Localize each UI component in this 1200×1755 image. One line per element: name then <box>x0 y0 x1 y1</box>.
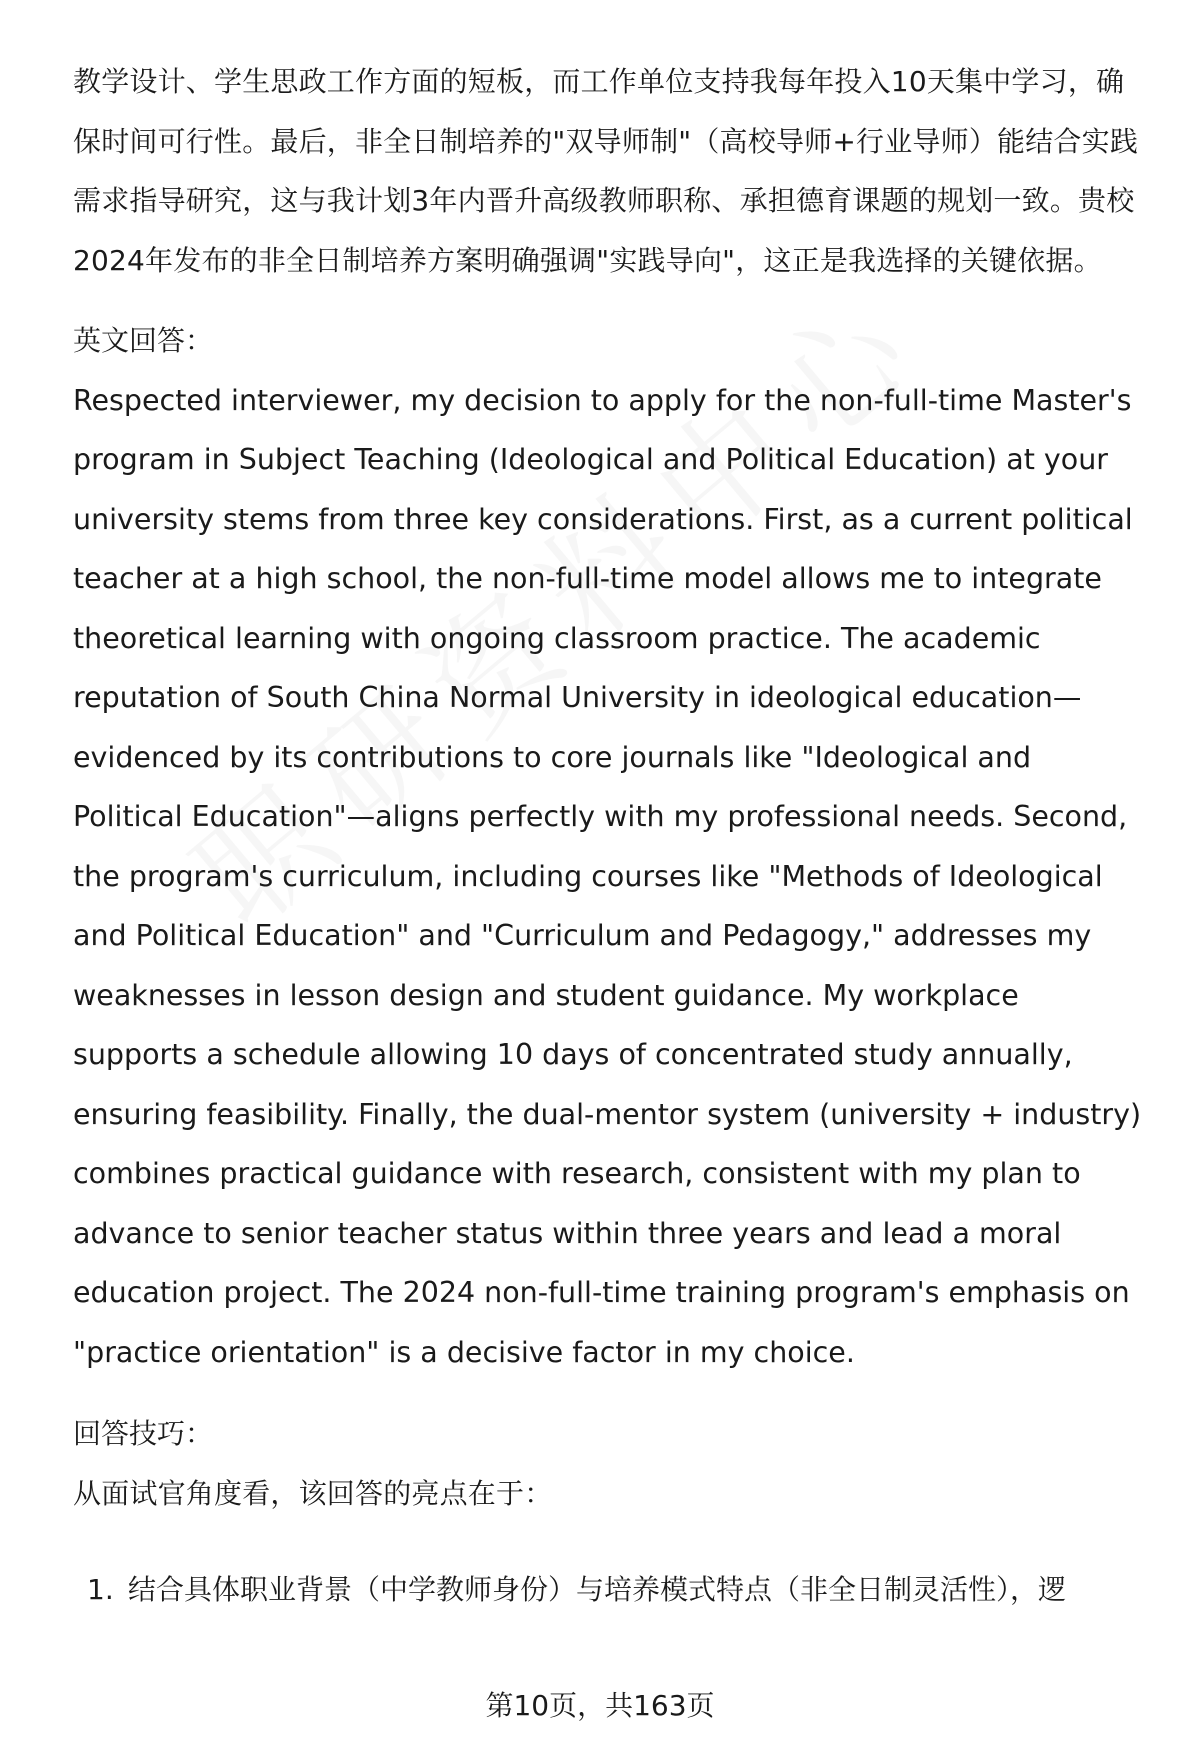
english-answer-paragraph: Respected interviewer, my decision to apply for the non-full-time Master's program in Subject Teaching (Ideological and Political Education) at your university stems from three key considerations. First, as a current political teacher at a high school, the non-full-time model allows me to integrate theoretical learning with ongoing classroom practice. The academic reputation of South China Normal University in ideological education—evidenced by its contributions to core journals like "Ideological and Political Education"—aligns perfectly with my professional needs. Second, the program's curriculum, including courses like "Methods of Ideological and Political Education" and "Curriculum and Pedagogy," addresses my weaknesses in lesson design and student guidance. My workplace supports a schedule allowing 10 days of concentrated study annually, ensuring feasibility. Finally, the dual-mentor system (university + industry) combines practical guidance with research, consistent with my plan to advance to senior teacher status within three years and lead a moral education project. The 2024 non-full-time training program's emphasis on "practice orientation" is a decisive factor in my choice. <box>73 383 1142 1369</box>
tips-intro: 从面试官角度看，该回答的亮点在于： <box>73 1476 553 1510</box>
list-item <box>73 1560 1148 1620</box>
spacer <box>73 1382 1148 1404</box>
spacer <box>73 290 1148 311</box>
spacer <box>73 1523 1148 1560</box>
document-page <box>73 52 1148 1620</box>
tips-list <box>73 1560 1148 1620</box>
chinese-answer-paragraph: 教学设计、学生思政工作方面的短板，而工作单位支持我每年投入10天集中学习，确保时间可行性。最后，非全日制培养的"双导师制"（高校导师+行业导师）能结合实践需求指导研究，这与我计划3年内晋升高级教师职称、承担德育课题的规划一致。贵校2024年发布的非全日制培养方案明确强调"实践导向"，这正是我选择的关键依据。 <box>73 65 1139 277</box>
list-item-text: 结合具体职业背景（中学教师身份）与培养模式特点（非全日制灵活性），逻 <box>128 1573 1067 1606</box>
english-answer-heading: 英文回答： <box>73 324 214 357</box>
list-item-number: 1. <box>87 1573 114 1606</box>
tips-heading: 回答技巧： <box>73 1417 214 1450</box>
page-number-footer: 第10页，共163页 <box>485 1689 715 1722</box>
